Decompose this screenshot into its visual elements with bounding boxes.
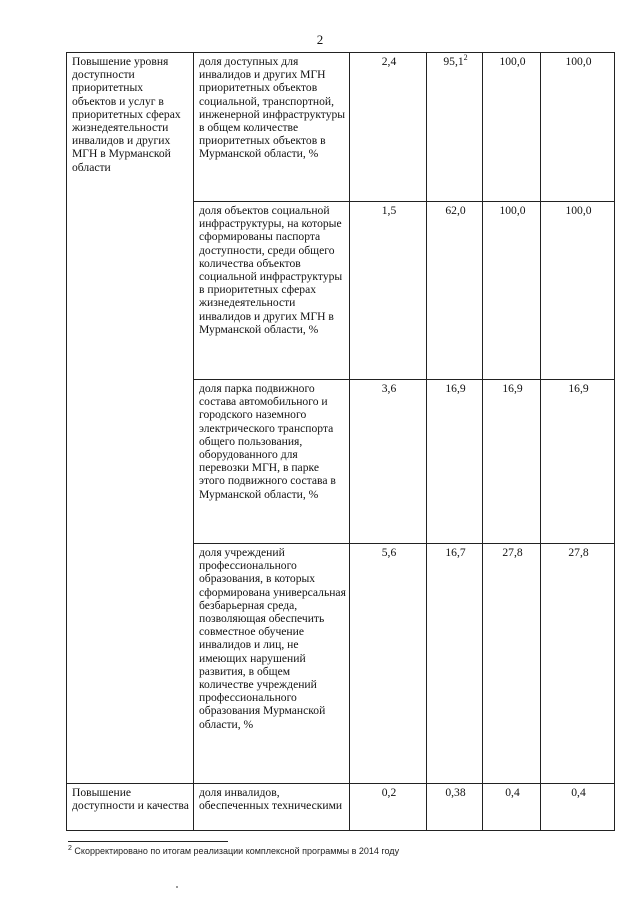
table-row [67,784,615,831]
footnote-divider [68,841,228,842]
value-cell: 16,7 [427,544,483,784]
indicators-table [66,52,615,831]
value-cell: 1,5 [350,202,427,380]
goal-cell: Повышение уровня доступности приоритетных объектов и услуг в приоритетных сферах жизнедеятельности инвалидов и других МГН в Мурманской области [67,53,194,784]
indicator-cell: доля доступных для инвалидов и других МГН приоритетных объектов социальной, транспортной, инженерной инфраструктуры в общем количестве приоритетных объектов в Мурманской области, % [194,53,350,202]
value-cell: 16,9 [541,380,615,544]
value-cell: 100,0 [541,53,615,202]
value-cell: 100,0 [483,202,541,380]
value-cell: 16,9 [427,380,483,544]
value-cell: 27,8 [483,544,541,784]
value-cell: 0,4 [483,784,541,831]
value-cell: 27,8 [541,544,615,784]
table-row [67,53,615,202]
value-cell: 0,38 [427,784,483,831]
footnote [68,846,399,856]
footnote-ref: 2 [463,53,468,62]
footnote-text: Скорректировано по итогам реализации комплексной программы в 2014 году [74,846,400,856]
footnote-marker: 2 [68,845,72,852]
value-cell: 62,0 [427,202,483,380]
value-cell: 5,6 [350,544,427,784]
value-cell: 100,0 [541,202,615,380]
indicator-cell: доля объектов социальной инфраструктуры, на которые сформированы паспорта доступности, среди общего количества объектов социальной инфраструктуры в приоритетных сферах жизнедеятельности инвалидов и других МГН в Мурманской области, % [194,202,350,380]
value-cell: 100,0 [483,53,541,202]
value-cell: 0,4 [541,784,615,831]
goal-cell: Повышение доступности и качества [67,784,194,831]
indicator-cell: доля инвалидов, обеспеченных техническими [194,784,350,831]
value-cell: 2,4 [350,53,427,202]
scan-speck [176,886,178,888]
value-cell: 16,9 [483,380,541,544]
value-text: 95,1 [443,55,464,68]
indicator-cell: доля учреждений профессионального образования, в которых сформирована универсальная безбарьерная среда, позволяющая обеспечить совместное обучение инвалидов и лиц, не имеющих нарушений развития, в общем количестве учреждений профессионального образования Мурманской области, % [194,544,350,784]
value-cell: 0,2 [350,784,427,831]
value-cell [427,53,483,202]
page-number: 2 [316,32,324,47]
indicator-cell: доля парка подвижного состава автомобильного и городского наземного электрического транспорта общего пользования, оборудованного для перевозки МГН, в парке этого подвижного состава в Мурманской области, % [194,380,350,544]
value-cell: 3,6 [350,380,427,544]
